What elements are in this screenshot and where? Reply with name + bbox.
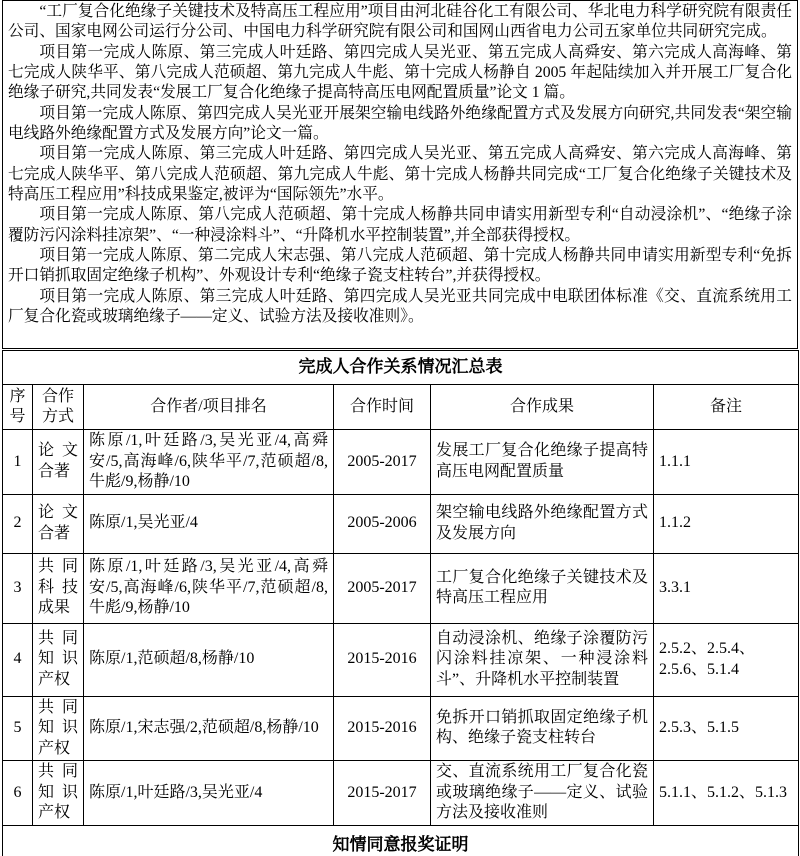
cell-note: 1.1.2 <box>654 494 799 553</box>
table-row <box>3 623 799 696</box>
cell-result: 发展工厂复合化绝缘子提高特高压电网配置质量 <box>431 430 654 495</box>
intro-paragraph-6: 项目第一完成人陈原、第二完成人宋志强、第八完成人范硕超、第十完成人杨静共同申请实用新型专利“免拆开口销抓取固定绝缘子机构”、外观设计专利“绝缘子瓷支柱转台”,并获得授权。 <box>8 247 792 285</box>
table-row <box>3 494 799 553</box>
cell-method: 共同科技成果 <box>33 553 84 623</box>
cell-period: 2005-2006 <box>334 494 431 553</box>
intro-paragraph-4: 项目第一完成人陈原、第三完成人叶廷路、第四完成人吴光亚、第五完成人高舜安、第六完成人高海峰、第七完成人陕华平、第八完成人范硕超、第九完成人牛彪、第十完成人杨静共同完成“工厂复合化绝缘子关键技术及特高压工程应用”科技成果鉴定,被评为“国际领先”水平。 <box>8 145 792 204</box>
cell-method: 论文合著 <box>33 430 84 495</box>
cell-seq: 3 <box>3 553 33 623</box>
cooperation-summary-table <box>2 350 799 856</box>
intro-paragraph-1: “工厂复合化绝缘子关键技术及特高压工程应用”项目由河北硅谷化工有限公司、华北电力科学研究院有限责任公司、国家电网公司运行分公司、中国电力科学研究院有限公司和国网山西省电力公司五家单位共同研究完成。 <box>8 3 792 41</box>
table-footer-title: 知情同意报奖证明 <box>3 825 799 856</box>
cell-result: 交、直流系统用工厂复合化瓷或玻璃绝缘子——定义、试验方法及接收准则 <box>431 761 654 826</box>
table-row <box>3 553 799 623</box>
cell-collaborators: 陈原/1,叶廷路/3,吴光亚/4 <box>84 761 334 826</box>
cell-period: 2015-2017 <box>334 761 431 826</box>
cell-collaborators: 陈原/1,宋志强/2,范硕超/8,杨静/10 <box>84 696 334 761</box>
cell-note: 3.3.1 <box>654 553 799 623</box>
cell-note: 5.1.1、5.1.2、5.1.3 <box>654 761 799 826</box>
cell-seq: 5 <box>3 696 33 761</box>
cell-seq: 6 <box>3 761 33 826</box>
cell-collaborators: 陈原/1,范硕超/8,杨静/10 <box>84 623 334 696</box>
cell-seq: 2 <box>3 494 33 553</box>
cell-seq: 4 <box>3 623 33 696</box>
cell-note: 1.1.1 <box>654 430 799 495</box>
intro-paragraph-7: 项目第一完成人陈原、第三完成人叶廷路、第四完成人吴光亚共同完成中电联团体标准《交、直流系统用工厂复合化瓷或玻璃绝缘子——定义、试验方法及接收准则》。 <box>8 287 792 326</box>
cell-result: 工厂复合化绝缘子关键技术及特高压工程应用 <box>431 553 654 623</box>
table-row <box>3 696 799 761</box>
cell-seq: 1 <box>3 430 33 495</box>
cell-note: 2.5.3、5.1.5 <box>654 696 799 761</box>
cell-collaborators: 陈原/1,叶廷路/3,吴光亚/4,高舜安/5,高海峰/6,陕华平/7,范硕超/8,牛彪/9,杨静/10 <box>84 430 334 495</box>
column-header-method: 合作方式 <box>33 385 84 430</box>
column-header-period: 合作时间 <box>334 385 431 430</box>
cell-method: 共同知识产权 <box>33 761 84 826</box>
cell-period: 2015-2016 <box>334 696 431 761</box>
cell-method: 论文合著 <box>33 494 84 553</box>
cell-result: 免拆开口销抓取固定绝缘子机构、绝缘子瓷支柱转台 <box>431 696 654 761</box>
cell-collaborators: 陈原/1,叶廷路/3,吴光亚/4,高舜安/5,高海峰/6,陕华平/7,范硕超/8,牛彪/9,杨静/10 <box>84 553 334 623</box>
column-header-seq: 序号 <box>3 385 33 430</box>
cell-period: 2005-2017 <box>334 553 431 623</box>
table-row <box>3 761 799 826</box>
intro-paragraph-3: 项目第一完成人陈原、第四完成人吴光亚开展架空输电线路外绝缘配置方式及发展方向研究,共同发表“架空输电线路外绝缘配置方式及发展方向”论文一篇。 <box>8 104 792 143</box>
table-title: 完成人合作关系情况汇总表 <box>3 351 799 385</box>
column-header-collaborators: 合作者/项目排名 <box>84 385 334 430</box>
intro-text-block <box>2 0 798 349</box>
cell-result: 架空输电线路外绝缘配置方式及发展方向 <box>431 494 654 553</box>
table-row <box>3 430 799 495</box>
cell-method: 共同知识产权 <box>33 623 84 696</box>
column-header-note: 备注 <box>654 385 799 430</box>
intro-paragraph-5: 项目第一完成人陈原、第八完成人范硕超、第十完成人杨静共同申请实用新型专利“自动浸涂机”、“绝缘子涂覆防污闪涂料挂凉架”、“一种浸涂料斗”、“升降机水平控制装置”,并全部获得授权。 <box>8 206 792 244</box>
cell-period: 2005-2017 <box>334 430 431 495</box>
cell-period: 2015-2016 <box>334 623 431 696</box>
cell-note: 2.5.2、2.5.4、2.5.6、5.1.4 <box>654 623 799 696</box>
cell-collaborators: 陈原/1,吴光亚/4 <box>84 494 334 553</box>
cell-result: 自动浸涂机、绝缘子涂覆防污闪涂料挂凉架、一种浸涂料斗”、升降机水平控制装置 <box>431 623 654 696</box>
cell-method: 共同知识产权 <box>33 696 84 761</box>
column-header-result: 合作成果 <box>431 385 654 430</box>
intro-paragraph-2: 项目第一完成人陈原、第三完成人叶廷路、第四完成人吴光亚、第五完成人高舜安、第六完成人高海峰、第七完成人陕华平、第八完成人范硕超、第九完成人牛彪、第十完成人杨静自 2005 年起陆续加入并开展工厂复合化绝缘子研究,共同发表“发展工厂复合化绝缘子提高特高压电网配置质量”论文 1 篇。 <box>8 43 792 102</box>
